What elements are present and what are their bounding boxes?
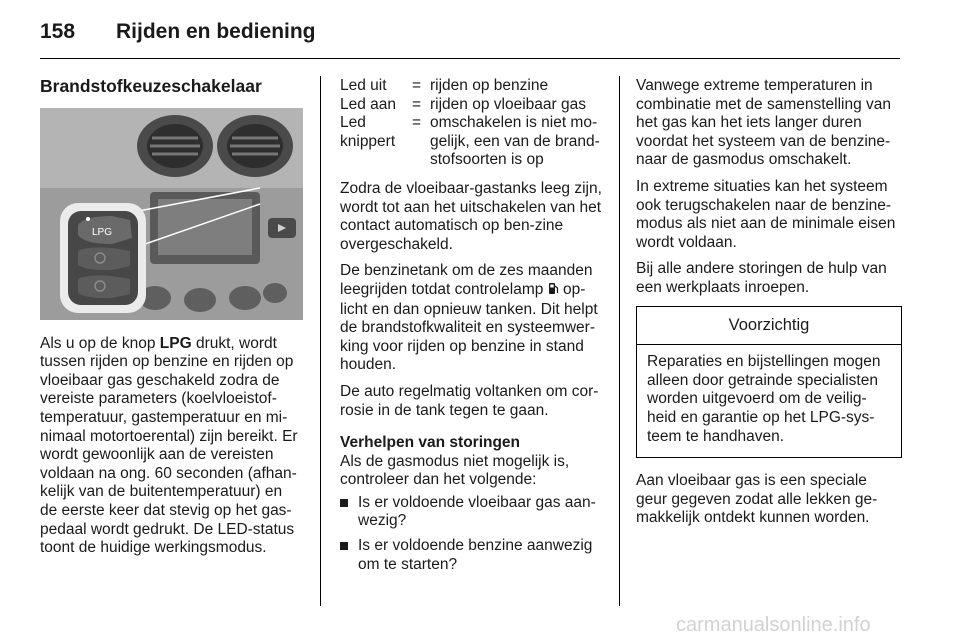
column-2: [340, 77, 603, 580]
column-divider-right: [619, 76, 620, 606]
lpg-paragraph: Als u op de knop LPG drukt, wordt tussen rijden op benzine en rijden op vloeibaar gas geschakeld zodra de vereiste parameters (koelvloeistof-temperatuur, gastemperatuur en mi-nimaal motortoerental) zijn bereikt. Er wordt gewoonlijk aan de vereisten voldaan na ong. 60 seconden (afhan-kelijk van de buitentemperatuur) en de eerste keer dat stevig op het gas-pedaal wordt gedrukt. De LED-status toont de huidige werkingsmodus.: [40, 334, 298, 557]
sub-heading: Verhelpen van storingen: [340, 434, 521, 452]
column-3: [636, 77, 902, 536]
bullet-list: [340, 494, 603, 574]
paragraph: Aan vloeibaar gas is een speciale geur gegeven zodat alle lekken ge-makkelijk ontdekt kunnen worden.: [636, 472, 878, 527]
list-item: Is er voldoende benzine aanwezig om te starten?: [340, 537, 603, 574]
air-vent-right-icon: [217, 115, 293, 177]
bullet-square-icon: [340, 499, 348, 507]
column-divider-left: [320, 76, 321, 606]
lpg-bold: LPG: [159, 334, 192, 352]
column-1: [40, 77, 303, 566]
caution-body: Reparaties en bijstellingen mogen alleen door getrainde specialisten worden uitgevoerd om de veilig-heid en garantie op het LPG-sys-teem te handhaven.: [647, 353, 881, 445]
paragraph-warning-lamp: De benzinetank om de zes maanden leegrijden totdat controlelamp op-licht en dan opnieuw tanken. Dit helpt de brandstofkwaliteit en systeemwer-king voor rijden op benzine in stand houden.: [340, 262, 598, 374]
caution-title: Voorzichtig: [637, 307, 901, 346]
paragraph: Bij alle andere storingen de hulp van een werkplaats inroepen.: [636, 260, 887, 296]
air-vent-left-icon: [137, 115, 213, 177]
fuel-reserve-lamp-icon: [548, 282, 559, 301]
table-row: Led knippert = omschakelen is niet mo-gelijk, een van de brand-stofsoorten is op: [340, 114, 600, 169]
paragraph: De auto regelmatig voltanken om cor-rosie in de tank tegen te gaan.: [340, 382, 599, 419]
watermark: carmanualsonline.info: [676, 614, 871, 636]
paragraph: In extreme situaties kan het systeem ook terugschakelen naar de benzine-modus als niet aan de minimale eisen wordt voldaan.: [636, 177, 896, 251]
led-status-table: [340, 77, 603, 170]
side-button-icon: [268, 218, 296, 238]
paragraph: Als de gasmodus niet mogelijk is, controleer dan het volgende:: [340, 452, 570, 489]
page-number: 158: [40, 20, 76, 43]
infotainment-display: [150, 192, 260, 264]
table-row: Led aan = rijden op vloeibaar gas: [340, 95, 586, 113]
table-row: Led uit = rijden op benzine: [340, 77, 549, 94]
lpg-button-label-icon: LPG: [92, 226, 113, 238]
dashboard-figure: [40, 108, 303, 320]
section-title: Brandstofkeuzeschakelaar: [40, 76, 262, 96]
bullet-square-icon: [340, 542, 348, 550]
paragraph: Zodra de vloeibaar-gastanks leeg zijn, wordt tot aan het uitschakelen van het contact automatisch op ben-zine overgeschakeld.: [340, 179, 602, 253]
header-rule: [40, 58, 900, 59]
lpg-switch-panel: [60, 203, 146, 313]
caution-box: [636, 306, 902, 459]
list-item: Is er voldoende vloeibaar gas aan-wezig?: [340, 494, 603, 531]
paragraph: Vanwege extreme temperaturen in combinatie met de samenstelling van het gas kan het iets langer duren voordat het systeem van de benzine-naar de gasmodus omschakelt.: [636, 77, 892, 169]
chapter-title: Rijden en bediening: [116, 20, 316, 43]
